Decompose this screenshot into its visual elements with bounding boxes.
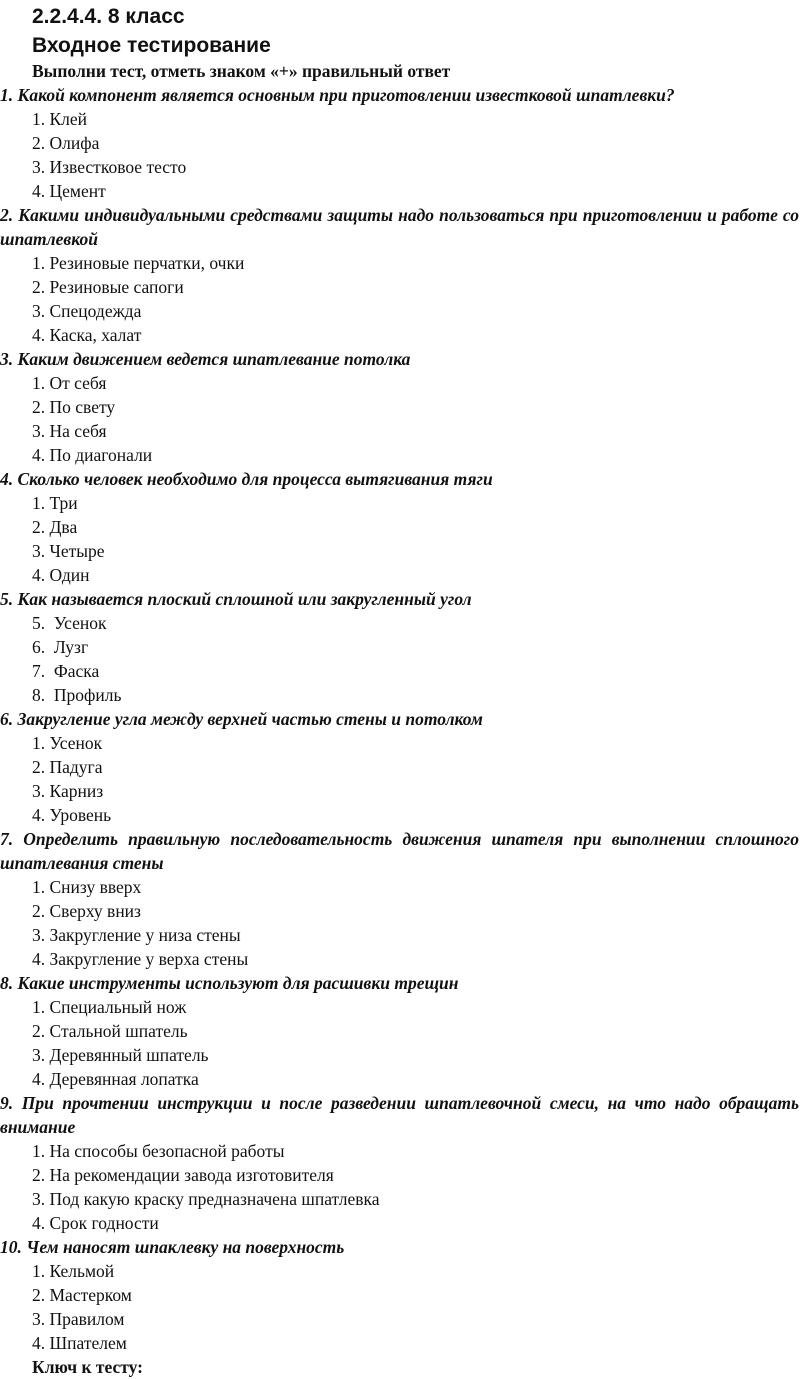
answer-option[interactable]: 2. Стальной шпатель: [32, 1021, 188, 1041]
question-text: 10. Чем наносят шпаклевку на поверхность: [0, 1237, 345, 1257]
answer-option[interactable]: 3. На себя: [32, 421, 107, 441]
answer-option[interactable]: 3. Известковое тесто: [32, 157, 187, 177]
answer-option[interactable]: 4. Один: [32, 565, 90, 585]
question-text: 6. Закругление угла между верхней частью стены и потолком: [0, 709, 483, 729]
answer-option[interactable]: 4. По диагонали: [32, 445, 153, 465]
answer-option[interactable]: 2. Сверху вниз: [32, 901, 141, 921]
answer-option[interactable]: 1. Усенок: [32, 733, 103, 753]
answer-option[interactable]: 5. Усенок: [32, 613, 107, 633]
answer-option[interactable]: 1. Специальный нож: [32, 997, 187, 1017]
question-block: [0, 971, 800, 1091]
answer-option[interactable]: 1. Кельмой: [32, 1261, 115, 1281]
answer-option[interactable]: 4. Цемент: [32, 181, 106, 201]
question-text: 9. При прочтении инструкции и после разведении шпатлевочной смеси, на что надо обращать внимание: [0, 1093, 799, 1137]
answer-option[interactable]: 4. Закругление у верха стены: [32, 949, 249, 969]
question-block: [0, 1091, 800, 1235]
answer-option[interactable]: 4. Шпателем: [32, 1333, 127, 1353]
answer-options: [0, 1259, 800, 1355]
question-block: [0, 587, 800, 707]
answer-options: [0, 875, 800, 971]
page-title: Входное тестирование: [32, 34, 271, 57]
question-text: 7. Определить правильную последовательность движения шпателя при выполнении сплошного шпатлевания стены: [0, 829, 799, 873]
answer-options: [0, 731, 800, 827]
answer-options: [0, 611, 800, 707]
question-text: 4. Сколько человек необходимо для процесса вытягивания тяги: [0, 469, 493, 489]
answer-option[interactable]: 4. Срок годности: [32, 1213, 159, 1233]
question-block: [0, 1235, 800, 1355]
question-text: 1. Какой компонент является основным при приготовлении известковой шпатлевки?: [0, 85, 675, 105]
answer-key-label: Ключ к тесту:: [32, 1357, 143, 1377]
answer-option[interactable]: 1. Снизу вверх: [32, 877, 142, 897]
answer-option[interactable]: 1. Три: [32, 493, 78, 513]
answer-option[interactable]: 1. На способы безопасной работы: [32, 1141, 285, 1161]
answer-option[interactable]: 6. Лузг: [32, 637, 89, 657]
answer-option[interactable]: 2. Мастерком: [32, 1285, 132, 1305]
question-block: [0, 347, 800, 467]
answer-options: [0, 1139, 800, 1235]
answer-option[interactable]: 7. Фаска: [32, 661, 100, 681]
question-block: [0, 467, 800, 587]
answer-option[interactable]: 4. Каска, халат: [32, 325, 142, 345]
question-block: [0, 707, 800, 827]
answer-option[interactable]: 8. Профиль: [32, 685, 122, 705]
answer-option[interactable]: 1. Клей: [32, 109, 88, 129]
question-block: [0, 83, 800, 203]
answer-option[interactable]: 4. Деревянная лопатка: [32, 1069, 199, 1089]
answer-options: [0, 995, 800, 1091]
question-text: 2. Какими индивидуальными средствами защиты надо пользоваться при приготовлении и работе со шпатлевкой: [0, 205, 799, 249]
answer-option[interactable]: 3. Карниз: [32, 781, 104, 801]
answer-option[interactable]: 2. Два: [32, 517, 78, 537]
answer-option[interactable]: 2. На рекомендации завода изготовителя: [32, 1165, 334, 1185]
answer-option[interactable]: 3. Деревянный шпатель: [32, 1045, 209, 1065]
answer-options: [0, 491, 800, 587]
question-text: 3. Каким движением ведется шпатлевание потолка: [0, 349, 411, 369]
answer-option[interactable]: 1. От себя: [32, 373, 107, 393]
test-instruction: Выполни тест, отметь знаком «+» правильный ответ: [32, 61, 451, 81]
answer-option[interactable]: 2. Олифа: [32, 133, 100, 153]
answer-option[interactable]: 3. Под какую краску предназначена шпатлевка: [32, 1189, 380, 1209]
answer-option[interactable]: 3. Спецодежда: [32, 301, 142, 321]
answer-options: [0, 251, 800, 347]
answer-options: [0, 107, 800, 203]
answer-option[interactable]: 3. Правилом: [32, 1309, 125, 1329]
answer-option[interactable]: 3. Четыре: [32, 541, 105, 561]
answer-options: [0, 371, 800, 467]
answer-option[interactable]: 2. По свету: [32, 397, 116, 417]
question-text: 8. Какие инструменты используют для расшивки трещин: [0, 973, 459, 993]
section-number: 2.2.4.4. 8 класс: [32, 5, 185, 28]
question-block: [0, 827, 800, 971]
question-text: 5. Как называется плоский сплошной или закругленный угол: [0, 589, 472, 609]
answer-option[interactable]: 3. Закругление у низа стены: [32, 925, 241, 945]
answer-option[interactable]: 2. Резиновые сапоги: [32, 277, 184, 297]
answer-option[interactable]: 2. Падуга: [32, 757, 103, 777]
answer-option[interactable]: 1. Резиновые перчатки, очки: [32, 253, 245, 273]
question-block: [0, 203, 800, 347]
answer-option[interactable]: 4. Уровень: [32, 805, 112, 825]
